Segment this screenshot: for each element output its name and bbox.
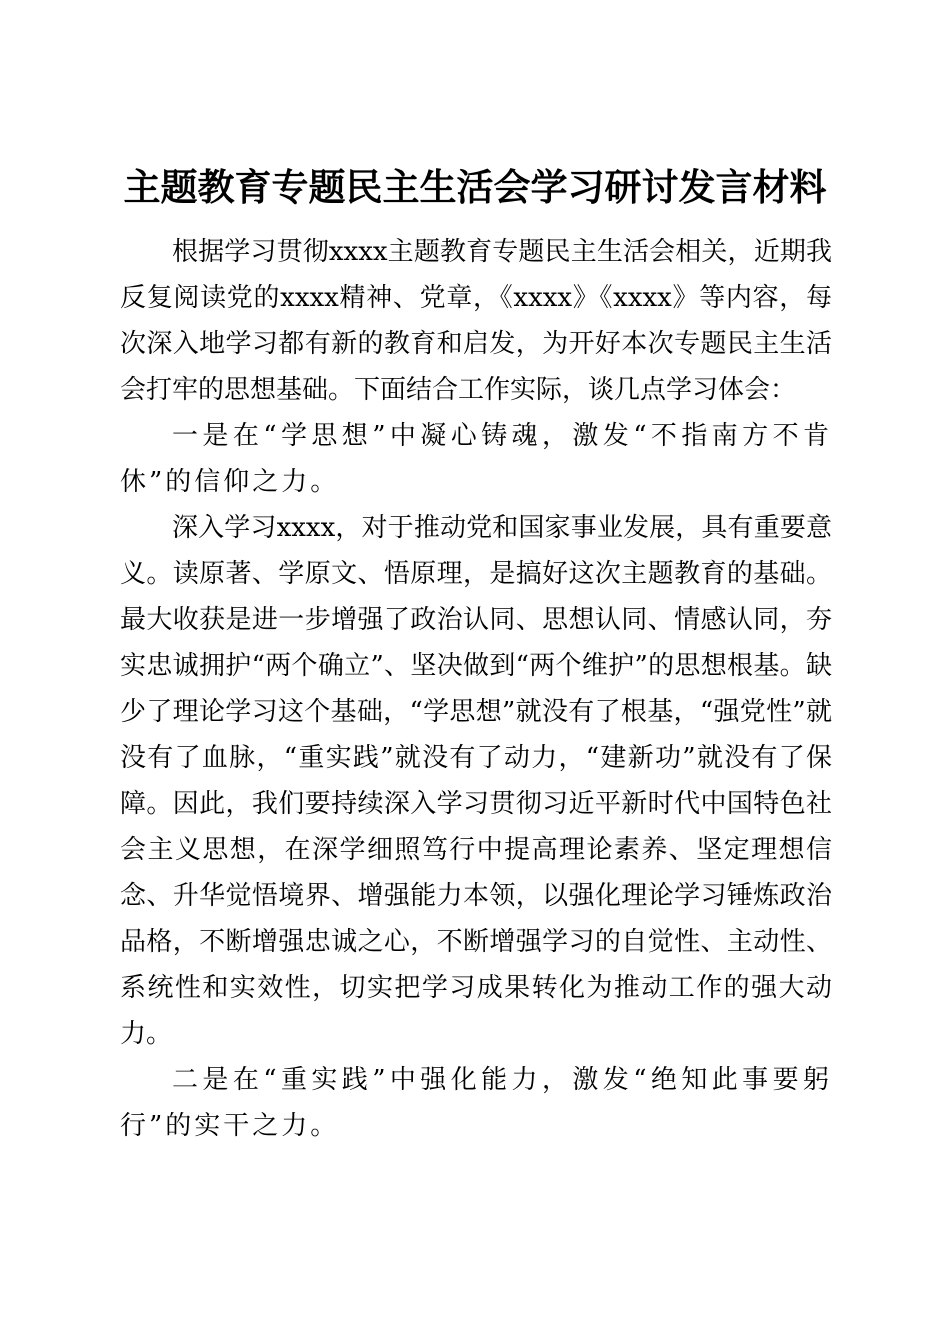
intro-paragraph: 根据学习贯彻xxxx主题教育专题民主生活会相关，近期我反复阅读党的xxxx精神、党章，《xxxx》《xxxx》等内容，每次深入地学习都有新的教育和启发，为开好本次专题民主生活会打牢的思想基础。下面结合工作实际，谈几点学习体会： [120,237,832,405]
document-body [120,229,832,1149]
document-title: 主题教育专题民主生活会学习研讨发言材料 [123,164,827,209]
section-heading-two: 二是在“重实践”中强化能力，激发“绝知此事要躬行”的实干之力。 [120,1065,832,1141]
section-heading-one: 一是在“学思想”中凝心铸魂，激发“不指南方不肯休”的信仰之力。 [120,421,832,497]
section-one-paragraph: 深入学习xxxx，对于推动党和国家事业发展，具有重要意义。读原著、学原文、悟原理，是搞好这次主题教育的基础。最大收获是进一步增强了政治认同、思想认同、情感认同，夯实忠诚拥护“两个确立”、坚决做到“两个维护”的思想根基。缺少了理论学习这个基础，“学思想”就没有了根基，“强党性”就没有了血脉，“重实践”就没有了动力，“建新功”就没有了保障。因此，我们要持续深入学习贯彻习近平新时代中国特色社会主义思想，在深学细照笃行中提高理论素养、坚定理想信念、升华觉悟境界、增强能力本领，以强化理论学习锤炼政治品格，不断增强忠诚之心，不断增强学习的自觉性、主动性、系统性和实效性，切实把学习成果转化为推动工作的强大动力。 [120,513,832,1049]
